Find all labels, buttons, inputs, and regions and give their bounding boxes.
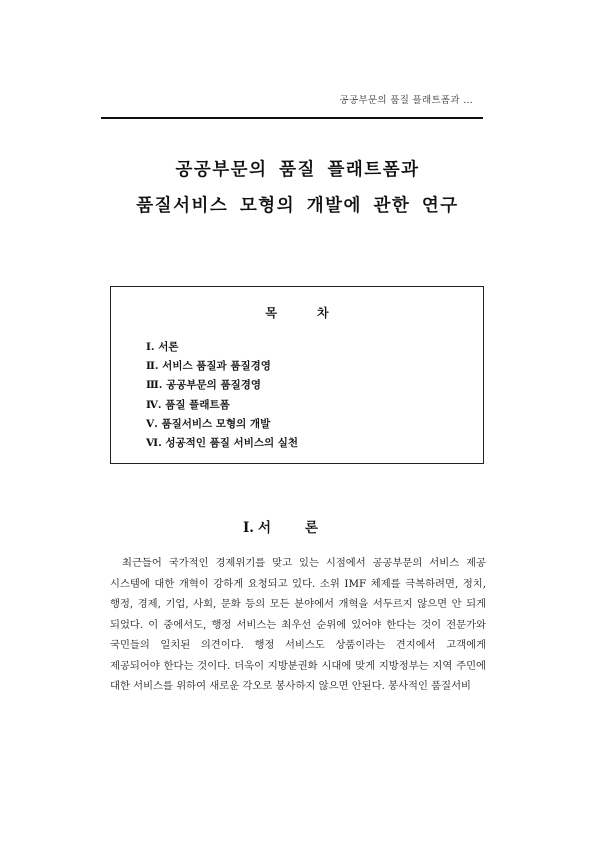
toc-item [146, 415, 298, 434]
toc-item-number: Ⅴ. [146, 417, 158, 430]
toc-item-text: 서론 [158, 341, 179, 353]
toc-item-number: Ⅲ. [146, 379, 163, 392]
body-paragraph: 최근들어 국가적인 경제위기를 맞고 있는 시점에서 공공부문의 서비스 제공 시스템에 대한 개혁이 강하게 요청되고 있다. 소위 IMF 체제를 극복하려면, 정치, 행정, 경제, 기업, 사회, 문화 등의 모든 분야에서 개혁을 서두르지 않으면 안 되게 되었다. 이 중에서도, 행정 서비스는 최우선 순위에 있어야 한다는 것이 전문가와 국민들의 일치된 의견이다. 행정 서비스도 상품이라는 견지에서 고객에게 제공되어야 한다는 것이다. 더욱이 지방분권화 시대에 맞게 지방정부는 지역 주민에 대한 서비스를 위하여 새로운 각오로 봉사하지 않으면 안된다. 봉사적인 품질서비 [110, 557, 486, 692]
toc-item-text: 성공적인 품질 서비스의 실천 [165, 437, 299, 450]
toc-item [146, 357, 298, 376]
toc-item [146, 338, 298, 357]
toc-item-text: 품질서비스 모형의 개발 [161, 417, 271, 430]
toc-item-number: Ⅰ. [146, 341, 155, 353]
toc-item [146, 434, 298, 453]
header-rule [101, 117, 483, 119]
toc-item-text: 공공부문의 품질경영 [166, 379, 262, 392]
toc-item-text: 품질 플래트폼 [165, 398, 230, 411]
toc-item-number: Ⅱ. [146, 360, 159, 373]
section-heading [0, 516, 595, 536]
toc-title: 목차 [265, 306, 369, 320]
section-title: 서론 [257, 520, 353, 536]
paper-title [0, 152, 595, 224]
toc-item-text: 서비스 품질과 품질경영 [162, 360, 271, 373]
toc-item-number: Ⅵ. [146, 437, 162, 450]
title-line-2: 품질서비스 모형의 개발에 관한 연구 [136, 196, 459, 216]
section-number: Ⅰ. [242, 520, 254, 536]
toc-list [146, 338, 298, 453]
title-line-1: 공공부문의 품질 플래트폼과 [175, 160, 420, 180]
toc-item [146, 396, 298, 415]
table-of-contents [110, 286, 484, 464]
toc-item-number: Ⅳ. [146, 398, 162, 411]
toc-item [146, 376, 298, 395]
running-header: 공공부문의 품질 플래트폼과 … [339, 95, 473, 106]
